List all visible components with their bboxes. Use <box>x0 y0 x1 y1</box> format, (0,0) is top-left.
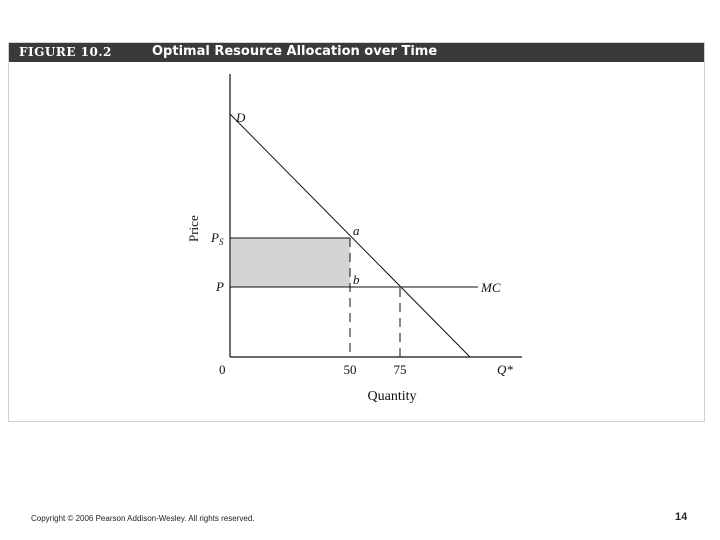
ps-label-sub: S <box>218 237 224 247</box>
figure-title: Optimal Resource Allocation over Time <box>152 44 438 59</box>
p-label: P <box>216 279 224 294</box>
tick-label-50: 50 <box>343 362 357 377</box>
tick-label-0: 0 <box>219 362 226 377</box>
shaded-area <box>231 238 350 287</box>
mc-label: MC <box>481 280 501 295</box>
copyright-text: Copyright © 2006 Pearson Addison-Wesley. All rights reserved. <box>31 514 255 523</box>
tick-label-75: 75 <box>393 362 407 377</box>
point-a-label: a <box>353 223 360 238</box>
page-number: 14 <box>675 511 688 523</box>
ps-label <box>210 230 224 247</box>
y-axis-label: Price <box>186 215 201 242</box>
figure-number: FIGURE 10.2 <box>19 45 112 59</box>
ps-label-main: P <box>211 230 219 245</box>
x-axis-label: Quantity <box>367 389 417 404</box>
tick-label-q-star: Q* <box>497 362 513 377</box>
point-b-label: b <box>353 272 360 287</box>
demand-label: D <box>236 110 246 125</box>
